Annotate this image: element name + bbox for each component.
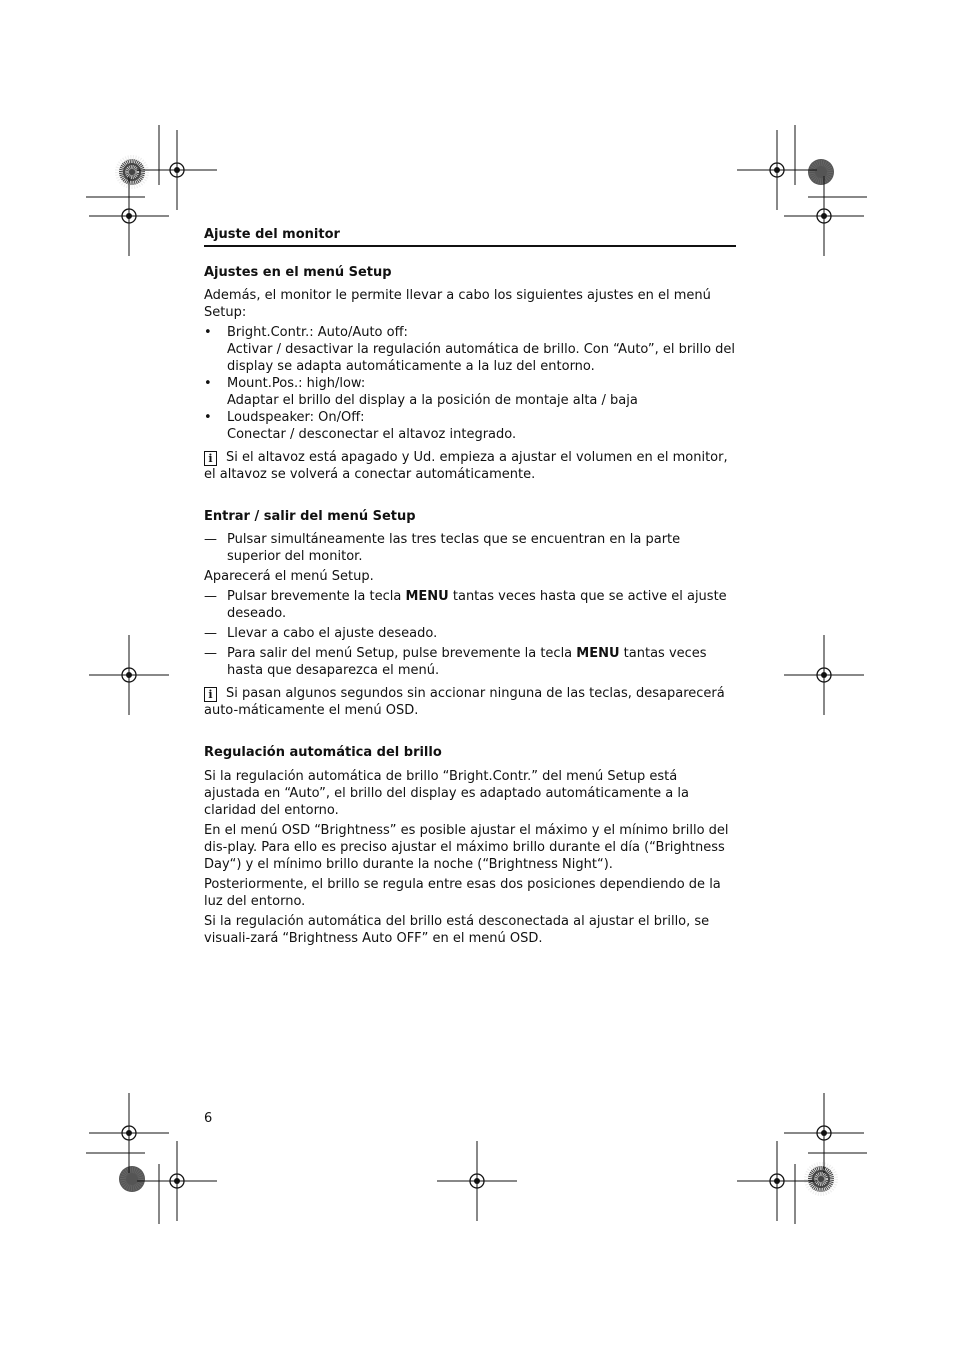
bullet: • [204,325,212,340]
dash: — [204,646,217,661]
steps-list-2 [204,588,736,679]
list-item [204,625,736,642]
section-heading-setup: Ajustes en el menú Setup [204,265,392,280]
option-title: Bright.Contr.: Auto/Auto off: [227,325,408,340]
list-item [204,645,736,679]
option-title: Loudspeaker: On/Off: [227,410,365,425]
running-header: Ajuste del monitor [204,226,736,247]
menu-key-label: MENU [405,589,449,604]
info-note-text: Si el altavoz está apagado y Ud. empieza a ajustar el volumen en el monitor, el altavoz se volverá a conectar automáticamente. [204,450,728,482]
info-note [204,449,736,483]
dash: — [204,626,217,641]
list-item [204,409,736,443]
option-title: Mount.Pos.: high/low: [227,376,366,391]
setup-intro: Además, el monitor le permite llevar a cabo los siguientes ajustes en el menú Setup: [204,288,711,320]
section-heading-enter-exit: Entrar / salir del menú Setup [204,509,416,524]
list-item [204,531,736,565]
step-text-post: tantas veces hasta que se active el ajuste deseado. [227,589,727,621]
menu-key-label: MENU [576,646,620,661]
body-paragraph: En el menú OSD “Brightness” es posible ajustar el máximo y el mínimo brillo del dis-play. Para ello es preciso ajustar el máximo brillo durante el día (“Brightness Day“) y el mínimo brillo durante la noche (“Brightness Night“). [204,823,729,872]
step-text-post: tantas veces hasta que desaparezca el menú. [227,646,707,678]
step-text-pre: Pulsar brevemente la tecla [227,589,406,604]
step-text: Llevar a cabo el ajuste deseado. [227,626,438,641]
bullet: • [204,410,212,425]
info-note [204,685,736,719]
bullet: • [204,376,212,391]
page-number: 6 [204,1111,213,1126]
list-item [204,375,736,409]
option-description: Conectar / desconectar el altavoz integrado. [227,427,517,442]
dash: — [204,589,217,604]
option-description: Adaptar el brillo del display a la posición de montaje alta / baja [227,393,638,408]
body-paragraph: Si la regulación automática de brillo “Bright.Contr.” del menú Setup está ajustada en “Auto”, el brillo del display es adaptado automáticamente a la claridad del entorno. [204,769,689,818]
step-result: Aparecerá el menú Setup. [204,569,374,584]
list-item [204,324,736,375]
info-note-text: Si pasan algunos segundos sin accionar ninguna de las teclas, desaparecerá auto-máticamente el menú OSD. [204,686,725,718]
setup-options-list [204,324,736,443]
info-icon: i [204,687,217,702]
step-text-pre: Para salir del menú Setup, pulse brevemente la tecla [227,646,577,661]
option-description: Activar / desactivar la regulación automática de brillo. Con “Auto”, el brillo del display se adapta automáticamente a la luz del entorno. [227,342,736,374]
steps-list-1 [204,531,736,565]
body-paragraph: Si la regulación automática del brillo está desconectada al ajustar el brillo, se visuali-zará “Brightness Auto OFF” en el menú OSD. [204,914,710,946]
dash: — [204,532,217,547]
section-heading-brightness: Regulación automática del brillo [204,745,442,760]
step-text: Pulsar simultáneamente las tres teclas que se encuentran en la parte superior del monitor. [227,532,681,564]
page-content [204,226,736,947]
info-icon: i [204,451,217,466]
body-paragraph: Posteriormente, el brillo se regula entre esas dos posiciones dependiendo de la luz del entorno. [204,877,721,909]
list-item [204,588,736,622]
